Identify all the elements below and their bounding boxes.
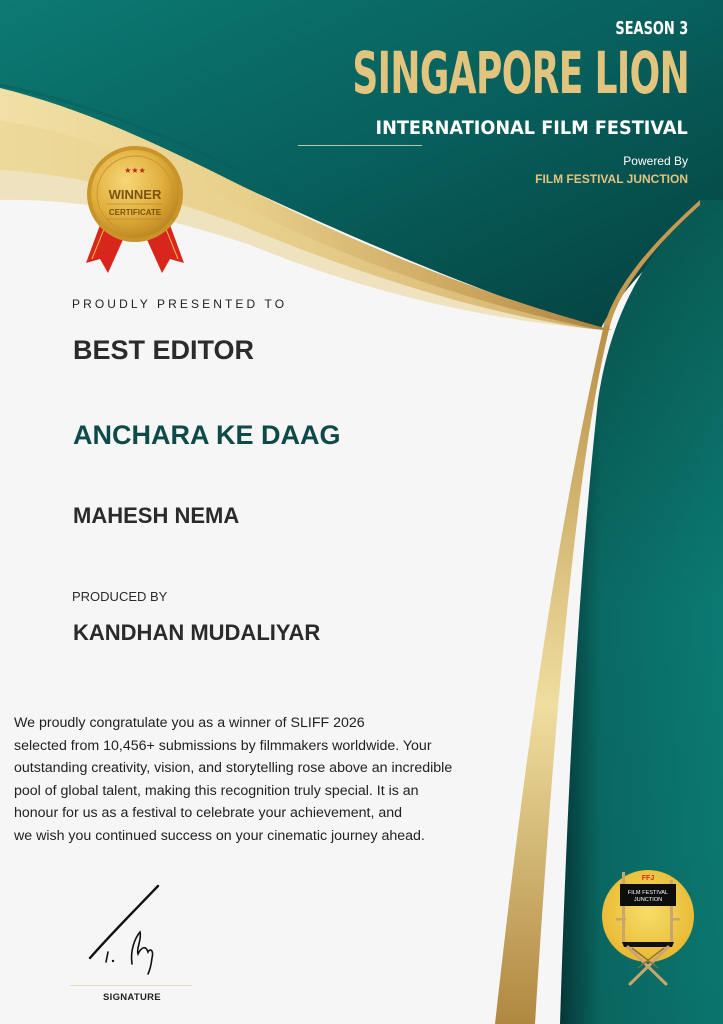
message-line: pool of global talent, making this recognition truly special. It is an	[14, 782, 419, 799]
message-line: honour for us as a festival to celebrate your achievement, and	[14, 805, 403, 822]
header-divider	[298, 145, 422, 146]
svg-text:JUNCTION: JUNCTION	[633, 897, 663, 903]
signature-line	[70, 985, 192, 986]
festival-title: SINGAPORE LION	[352, 39, 689, 107]
presented-to-label: PROUDLY PRESENTED TO	[72, 297, 288, 311]
winner-medal-icon	[82, 145, 188, 285]
award-title: BEST EDITOR	[73, 335, 255, 365]
recipient-name: MAHESH NEMA	[73, 503, 240, 528]
signature-label: SIGNATURE	[103, 992, 161, 1003]
svg-text:CERTIFICATE: CERTIFICATE	[108, 208, 162, 217]
message-line: selected from 10,456+ submissions by filmmakers worldwide. Your	[14, 737, 432, 754]
message-line: outstanding creativity, vision, and storytelling rose above an incredible	[14, 760, 453, 777]
powered-by-label: Powered By	[623, 154, 688, 168]
message-line: we wish you continued success on your cinematic journey ahead.	[14, 827, 425, 844]
congratulation-message	[14, 712, 504, 848]
svg-text:★★★: ★★★	[124, 166, 146, 175]
powered-by-name: FILM FESTIVAL JUNCTION	[535, 172, 688, 186]
svg-text:FILM FESTIVAL: FILM FESTIVAL	[627, 890, 669, 896]
producer-name: KANDHAN MUDALIYAR	[73, 620, 321, 645]
svg-text:WINNER: WINNER	[108, 187, 162, 202]
svg-text:FFJ: FFJ	[641, 875, 655, 882]
festival-subtitle: INTERNATIONAL FILM FESTIVAL	[375, 117, 688, 139]
directors-chair-icon	[600, 866, 696, 988]
message-line: We proudly congratulate you as a winner of SLIFF 2026	[14, 715, 365, 731]
film-title: ANCHARA KE DAAG	[73, 420, 341, 450]
signature-scribble-icon	[80, 880, 190, 980]
produced-by-label: PRODUCED BY	[72, 589, 168, 604]
season-label: SEASON 3	[615, 18, 688, 39]
